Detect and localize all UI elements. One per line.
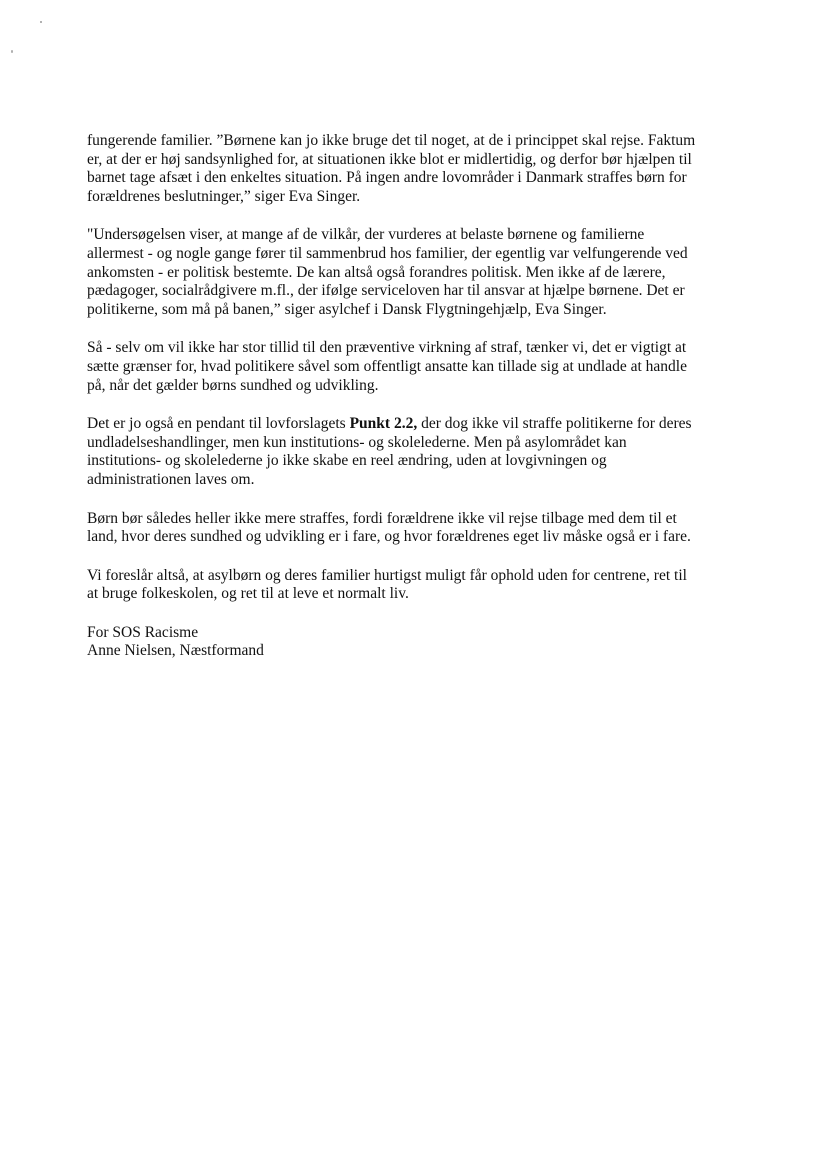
text-line: institutions- og skolelederne jo ikke skabe en reel ændring, uden at lovgivningen og — [87, 452, 607, 470]
text-line: barnet tage afsæt i den enkeltes situation. På ingen andre lovområder i Danmark straffes børn for — [87, 169, 687, 187]
document-body — [87, 132, 735, 661]
text-line: allermest - og nogle gange fører til sammenbrud hos familier, der egentlig var velfungerende ved — [87, 244, 688, 262]
paragraph-2 — [87, 226, 735, 319]
text-line: fungerende familier. ”Børnene kan jo ikke bruge det til noget, at de i princippet skal rejse. Faktum — [87, 132, 696, 149]
paragraph-1 — [87, 132, 735, 206]
text-line: er, at der er høj sandsynlighed for, at situationen ikke blot er midlertidig, og derfor bør hjælpen til — [87, 150, 692, 168]
text-line: ankomsten - er politisk bestemte. De kan altså også forandres politisk. Men ikke af de lærere, — [87, 263, 666, 281]
text-line: Så - selv om vil ikke har stor tillid til den præventive virkning af straf, tænker vi, det er vigtigt at — [87, 339, 687, 357]
paragraph-6 — [87, 567, 735, 604]
text-line: "Undersøgelsen viser, at mange af de vilkår, der vurderes at belaste børnene og familierne — [87, 226, 645, 244]
bold-reference: Punkt 2.2, — [349, 415, 418, 433]
text-line — [87, 415, 692, 432]
text-line: på, når det gælder børns sundhed og udvikling. — [87, 376, 379, 394]
text-segment: der dog ikke vil straffe politikerne for deres — [417, 415, 692, 433]
paragraph-3 — [87, 339, 735, 395]
text-line: pædagoger, socialrådgivere m.fl., der ifølge serviceloven har til ansvar at hjælpe børnene. Det er — [87, 282, 685, 300]
text-line: at bruge folkeskolen, og ret til at leve et normalt liv. — [87, 585, 409, 603]
signature-name-title: Anne Nielsen, Næstformand — [87, 642, 264, 660]
text-line: undladelseshandlinger, men kun institutions- og skolelederne. Men på asylområdet kan — [87, 433, 627, 451]
text-segment: Det er jo også en pendant til lovforslagets — [87, 415, 350, 433]
text-line: Vi foreslår altså, at asylbørn og deres familier hurtigst muligt får ophold uden for centrene, ret til — [87, 566, 687, 584]
paragraph-4 — [87, 415, 735, 489]
scan-speck — [11, 50, 13, 53]
paragraph-5 — [87, 510, 735, 547]
text-line: land, hvor deres sundhed og udvikling er i fare, og hvor forældrenes eget liv måske også er i fare. — [87, 528, 691, 546]
text-line: politikerne, som må på banen,” siger asylchef i Dansk Flygtningehjælp, Eva Singer. — [87, 300, 607, 318]
text-line: administrationen laves om. — [87, 470, 255, 488]
signature-block — [87, 624, 735, 661]
text-line: Børn bør således heller ikke mere straffes, fordi forældrene ikke vil rejse tilbage med dem til et — [87, 509, 677, 527]
scan-speck — [40, 21, 42, 23]
signature-organization: For SOS Racisme — [87, 623, 199, 641]
text-line: sætte grænser for, hvad politikere såvel som offentligt ansatte kan tillade sig at undlade at handle — [87, 357, 687, 375]
text-line: forældrenes beslutninger,” siger Eva Singer. — [87, 187, 361, 205]
